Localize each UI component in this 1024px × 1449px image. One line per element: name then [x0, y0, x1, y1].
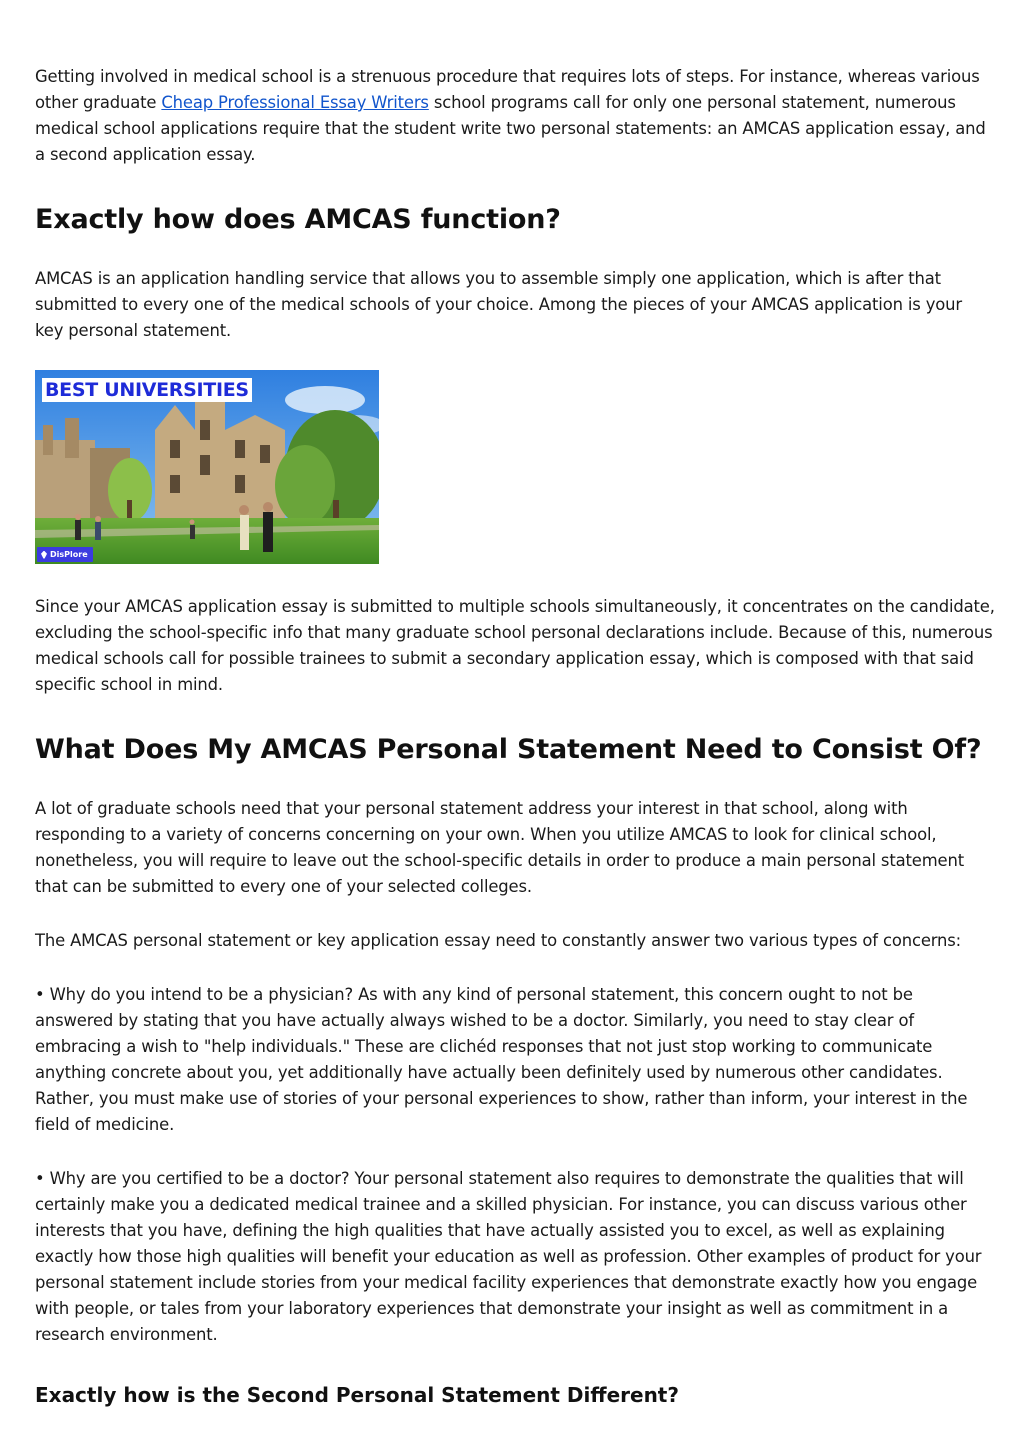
intro-text-end: school programs call for only one personal statement, numerous medical school applications require that the student write two personal statements: an AMCAS application essay, and a second application essay. — [35, 93, 986, 164]
brand-badge-label: DisPlore — [50, 550, 88, 559]
amcas-paragraph: AMCAS is an application handling service that allows you to assemble simply one application, which is after that submitted to every one of the medical schools of your choice. Among the pieces of your AMCAS application is your key personal statement. — [35, 269, 962, 340]
brand-badge — [37, 547, 93, 562]
essay-writers-link[interactable]: Cheap Professional Essay Writers — [161, 93, 429, 112]
secondary-essay-paragraph: Since your AMCAS application essay is submitted to multiple schools simultaneously, it concentrates on the candidate, excluding the school-specific info that many graduate school personal declarations include. Because of this, numerous medical schools call for possible trainees to submit a secondary application essay, which is composed with that said specific school in mind. — [35, 597, 995, 694]
graduate-schools-paragraph: A lot of graduate schools need that your personal statement address your interest in that school, along with responding to a variety of concerns concerning on your own. When you utilize AMCAS to look for clinical school, nonetheless, you will require to leave out the school-specific details in order to produce a main personal statement that can be submitted to every one of your selected colleges. — [35, 799, 964, 896]
heading-amcas-function: Exactly how does AMCAS function? — [35, 204, 561, 235]
intro-text-start: Getting involved in medical school is a strenuous procedure that requires lots of steps. For instance, whereas various other graduate — [35, 67, 980, 112]
university-image — [35, 370, 995, 564]
bullet-why-certified: • Why are you certified to be a doctor? Your personal statement also requires to demonstrate the qualities that will certainly make you a dedicated medical trainee and a skilled physician. For instance, you can discuss various other interests that you have, defining the high qualities that have actually assisted you to excel, as well as explaining exactly how those high qualities will benefit your education as well as profession. Other examples of product for your personal statement include stories from your medical facility experiences that demonstrate exactly how you engage with people, or tales from your laboratory experiences that demonstrate your insight as well as commitment in a research environment. — [35, 1169, 982, 1344]
question-types-paragraph: The AMCAS personal statement or key application essay need to constantly answer two various types of concerns: — [35, 931, 962, 950]
brand-logo-icon — [41, 551, 47, 559]
heading-personal-statement-contents: What Does My AMCAS Personal Statement Need to Consist Of? — [35, 734, 982, 765]
intro-paragraph — [35, 64, 995, 168]
article — [35, 64, 995, 1408]
image-title: BEST UNIVERSITIES — [42, 378, 252, 402]
bullet-why-physician: • Why do you intend to be a physician? As with any kind of personal statement, this concern ought to not be answered by stating that you have actually always wished to be a doctor. Similarly, you need to stay clear of embracing a wish to "help individuals." These are clichéd responses that not just stop working to communicate anything concrete about you, yet additionally have actually been definitely used by numerous other candidates. Rather, you must make use of stories of your personal experiences to show, rather than inform, your interest in the field of medicine. — [35, 985, 968, 1134]
heading-second-statement: Exactly how is the Second Personal Statement Different? — [35, 1383, 679, 1407]
